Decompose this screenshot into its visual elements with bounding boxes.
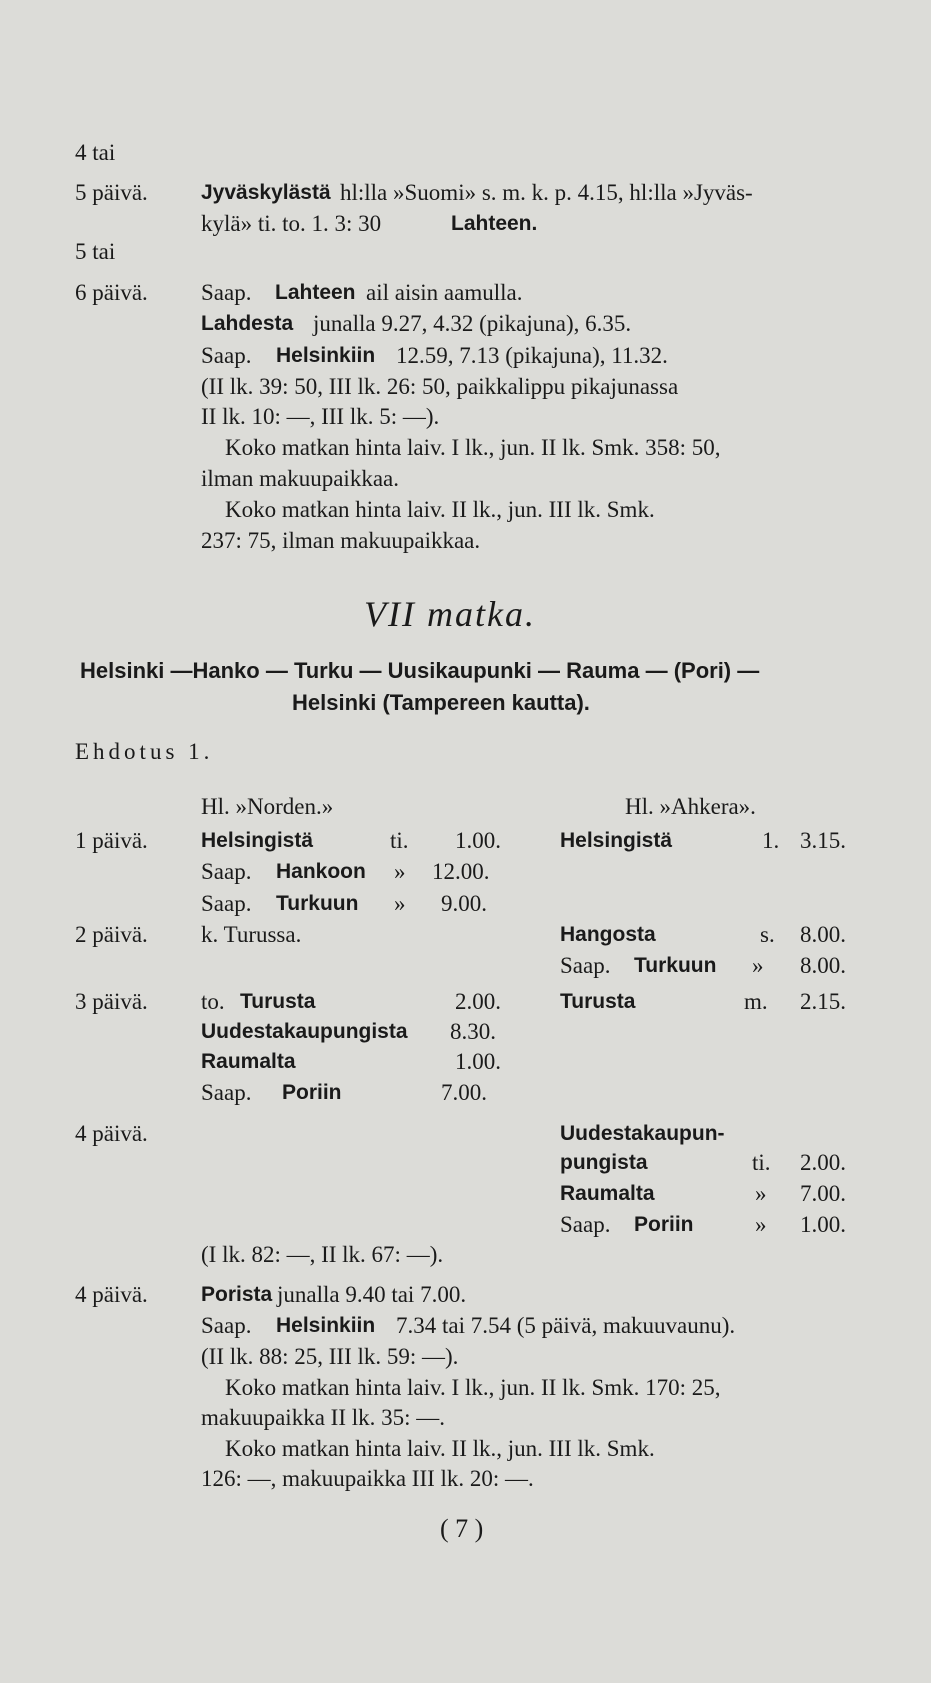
place-name: Helsinkiin	[276, 1314, 376, 1337]
time-cell: 3.15.	[800, 828, 846, 853]
text-line: Saap.	[201, 1313, 252, 1338]
text-line: (II lk. 39: 50, III lk. 26: 50, paikkalippu pikajunassa	[201, 374, 679, 399]
route-line: Helsinki (Tampereen kautta).	[292, 690, 590, 715]
fare-note: (I lk. 82: —, II lk. 67: —).	[201, 1242, 444, 1267]
text-cell: s.	[760, 922, 775, 947]
time-cell: 8.30.	[450, 1019, 496, 1044]
text-line: kylä» ti. to. 1. 3: 30	[201, 211, 382, 236]
place-name: Poriin	[282, 1081, 342, 1104]
text-line: ail aisin aamulla.	[366, 280, 523, 305]
day-label: 1 päivä.	[75, 828, 148, 853]
place-name: Jyväskylästä	[201, 181, 331, 204]
text-cell: 1.	[762, 828, 780, 853]
place-name: Turusta	[240, 990, 316, 1013]
place-name: Turusta	[560, 990, 636, 1013]
text-line: Koko matkan hinta laiv. II lk., jun. III lk. Smk.	[225, 1436, 655, 1461]
text-cell: »	[394, 891, 406, 916]
section-title: VII matka.	[364, 594, 536, 634]
place-name: Uudestakaupungista	[201, 1020, 408, 1043]
place-name: Raumalta	[201, 1050, 296, 1073]
text-cell: »	[755, 1181, 767, 1206]
ship-header: Hl. »Ahkera».	[625, 794, 756, 819]
text-line: 7.34 tai 7.54 (5 päivä, makuuvaunu).	[396, 1313, 736, 1338]
text-line: junalla 9.27, 4.32 (pikajuna), 6.35.	[313, 311, 632, 336]
time-cell: 8.00.	[800, 922, 846, 947]
place-name: pungista	[560, 1151, 648, 1174]
text-line: (II lk. 88: 25, III lk. 59: —).	[201, 1344, 459, 1369]
text-line: Koko matkan hinta laiv. II lk., jun. III lk. Smk.	[225, 497, 655, 522]
day-label: 5 tai	[75, 239, 116, 264]
ship-header: Hl. »Norden.»	[201, 794, 334, 819]
place-name: Porista	[201, 1283, 273, 1306]
text-line: hl:lla »Suomi» s. m. k. p. 4.15, hl:lla »Jyväs-	[340, 180, 753, 205]
time-cell: 2.15.	[800, 989, 846, 1014]
place-name: Helsingistä	[201, 829, 314, 852]
time-cell: 2.00.	[800, 1150, 846, 1175]
day-label: 4 tai	[75, 140, 116, 165]
place-name: Lahteen.	[451, 212, 538, 235]
time-cell: 7.00.	[441, 1080, 487, 1105]
day-label: 4 päivä.	[75, 1282, 148, 1307]
place-name: Uudestakaupun-	[560, 1122, 725, 1145]
place-name: Poriin	[634, 1213, 694, 1236]
text-cell: Saap.	[201, 1080, 252, 1105]
place-name: Helsingistä	[560, 829, 673, 852]
text-line: junalla 9.40 tai 7.00.	[277, 1282, 467, 1307]
day-label: 2 päivä.	[75, 922, 148, 947]
page-number: ( 7 )	[440, 1514, 484, 1543]
text-cell: ti.	[752, 1150, 771, 1175]
time-cell: 1.00.	[455, 1049, 501, 1074]
time-cell: 1.00.	[455, 828, 501, 853]
time-cell: 12.00.	[432, 859, 490, 884]
text-cell: »	[752, 953, 764, 978]
text-cell: Saap.	[201, 891, 252, 916]
text-cell: m.	[744, 989, 768, 1014]
time-cell: 9.00.	[441, 891, 487, 916]
place-name: Lahdesta	[201, 312, 294, 335]
place-name: Helsinkiin	[276, 344, 376, 367]
route-line: Helsinki —Hanko — Turku — Uusikaupunki — Rauma — (Pori) —	[80, 658, 760, 683]
text-line: makuupaikka II lk. 35: —.	[201, 1405, 446, 1430]
text-cell: to.	[201, 989, 225, 1014]
text-cell: k. Turussa.	[201, 922, 302, 947]
text-cell: »	[755, 1212, 767, 1237]
place-name: Hangosta	[560, 923, 656, 946]
day-label: 3 päivä.	[75, 989, 148, 1014]
time-cell: 2.00.	[455, 989, 501, 1014]
time-cell: 7.00.	[800, 1181, 846, 1206]
text-cell: ti.	[390, 828, 409, 853]
place-name: Raumalta	[560, 1182, 655, 1205]
text-cell: »	[394, 859, 406, 884]
text-line: II lk. 10: —, III lk. 5: —).	[201, 404, 440, 429]
text-cell: Saap.	[560, 1212, 611, 1237]
text-line: ilman makuupaikkaa.	[201, 466, 399, 491]
text-cell: Saap.	[201, 859, 252, 884]
proposal-label: Ehdotus 1.	[75, 739, 214, 764]
place-name: Lahteen	[275, 281, 356, 304]
time-cell: 1.00.	[800, 1212, 846, 1237]
place-name: Hankoon	[276, 860, 366, 883]
text-line: 12.59, 7.13 (pikajuna), 11.32.	[396, 343, 668, 368]
day-label: 4 päivä.	[75, 1121, 148, 1146]
text-cell: Saap.	[560, 953, 611, 978]
text-line: Saap.	[201, 343, 252, 368]
text-line: 237: 75, ilman makuupaikkaa.	[201, 528, 481, 553]
time-cell: 8.00.	[800, 953, 846, 978]
text-line: Koko matkan hinta laiv. I lk., jun. II lk. Smk. 358: 50,	[225, 435, 721, 460]
day-label: 6 päivä.	[75, 280, 148, 305]
day-label: 5 päivä.	[75, 180, 148, 205]
text-line: Koko matkan hinta laiv. I lk., jun. II lk. Smk. 170: 25,	[225, 1375, 721, 1400]
text-line: 126: —, makuupaikka III lk. 20: —.	[201, 1466, 534, 1491]
place-name: Turkuun	[276, 892, 359, 915]
place-name: Turkuun	[634, 954, 717, 977]
text-line: Saap.	[201, 280, 252, 305]
